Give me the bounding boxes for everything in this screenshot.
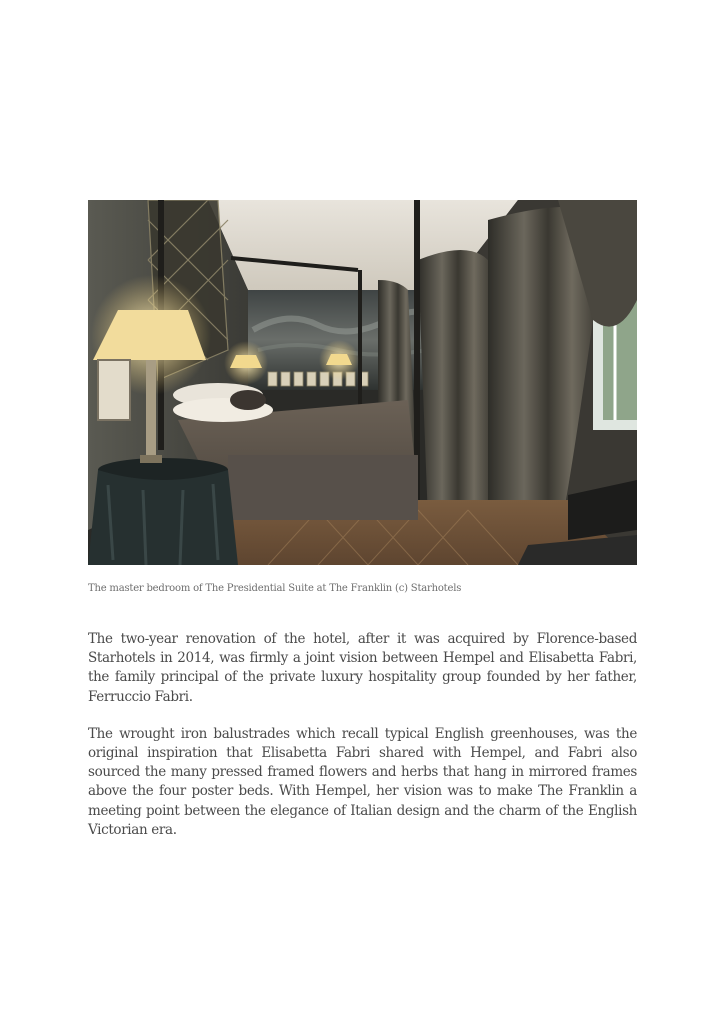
article-body xyxy=(88,630,637,858)
bedroom-photo xyxy=(88,200,637,565)
paragraph-2: The wrought iron balustrades which recall typical English greenhouses, was the original inspiration that Elisabetta Fabri shared with Hempel, and Fabri also sourced the many pressed framed flowers and herbs that hang in mirrored frames above the four poster beds. With Hempel, her vision was to make The Franklin a meeting point between the elegance of Italian design and the charm of the English Victorian era. xyxy=(88,725,637,838)
paragraph-1: The two-year renovation of the hotel, after it was acquired by Florence-based Starhotels in 2014, was firmly a joint vision between Hempel and Elisabetta Fabri, the family principal of the private luxury hospitality group founded by her father, Ferruccio Fabri. xyxy=(88,631,637,705)
photo-caption: The master bedroom of The Presidential Suite at The Franklin (c) Starhotels xyxy=(88,583,462,594)
